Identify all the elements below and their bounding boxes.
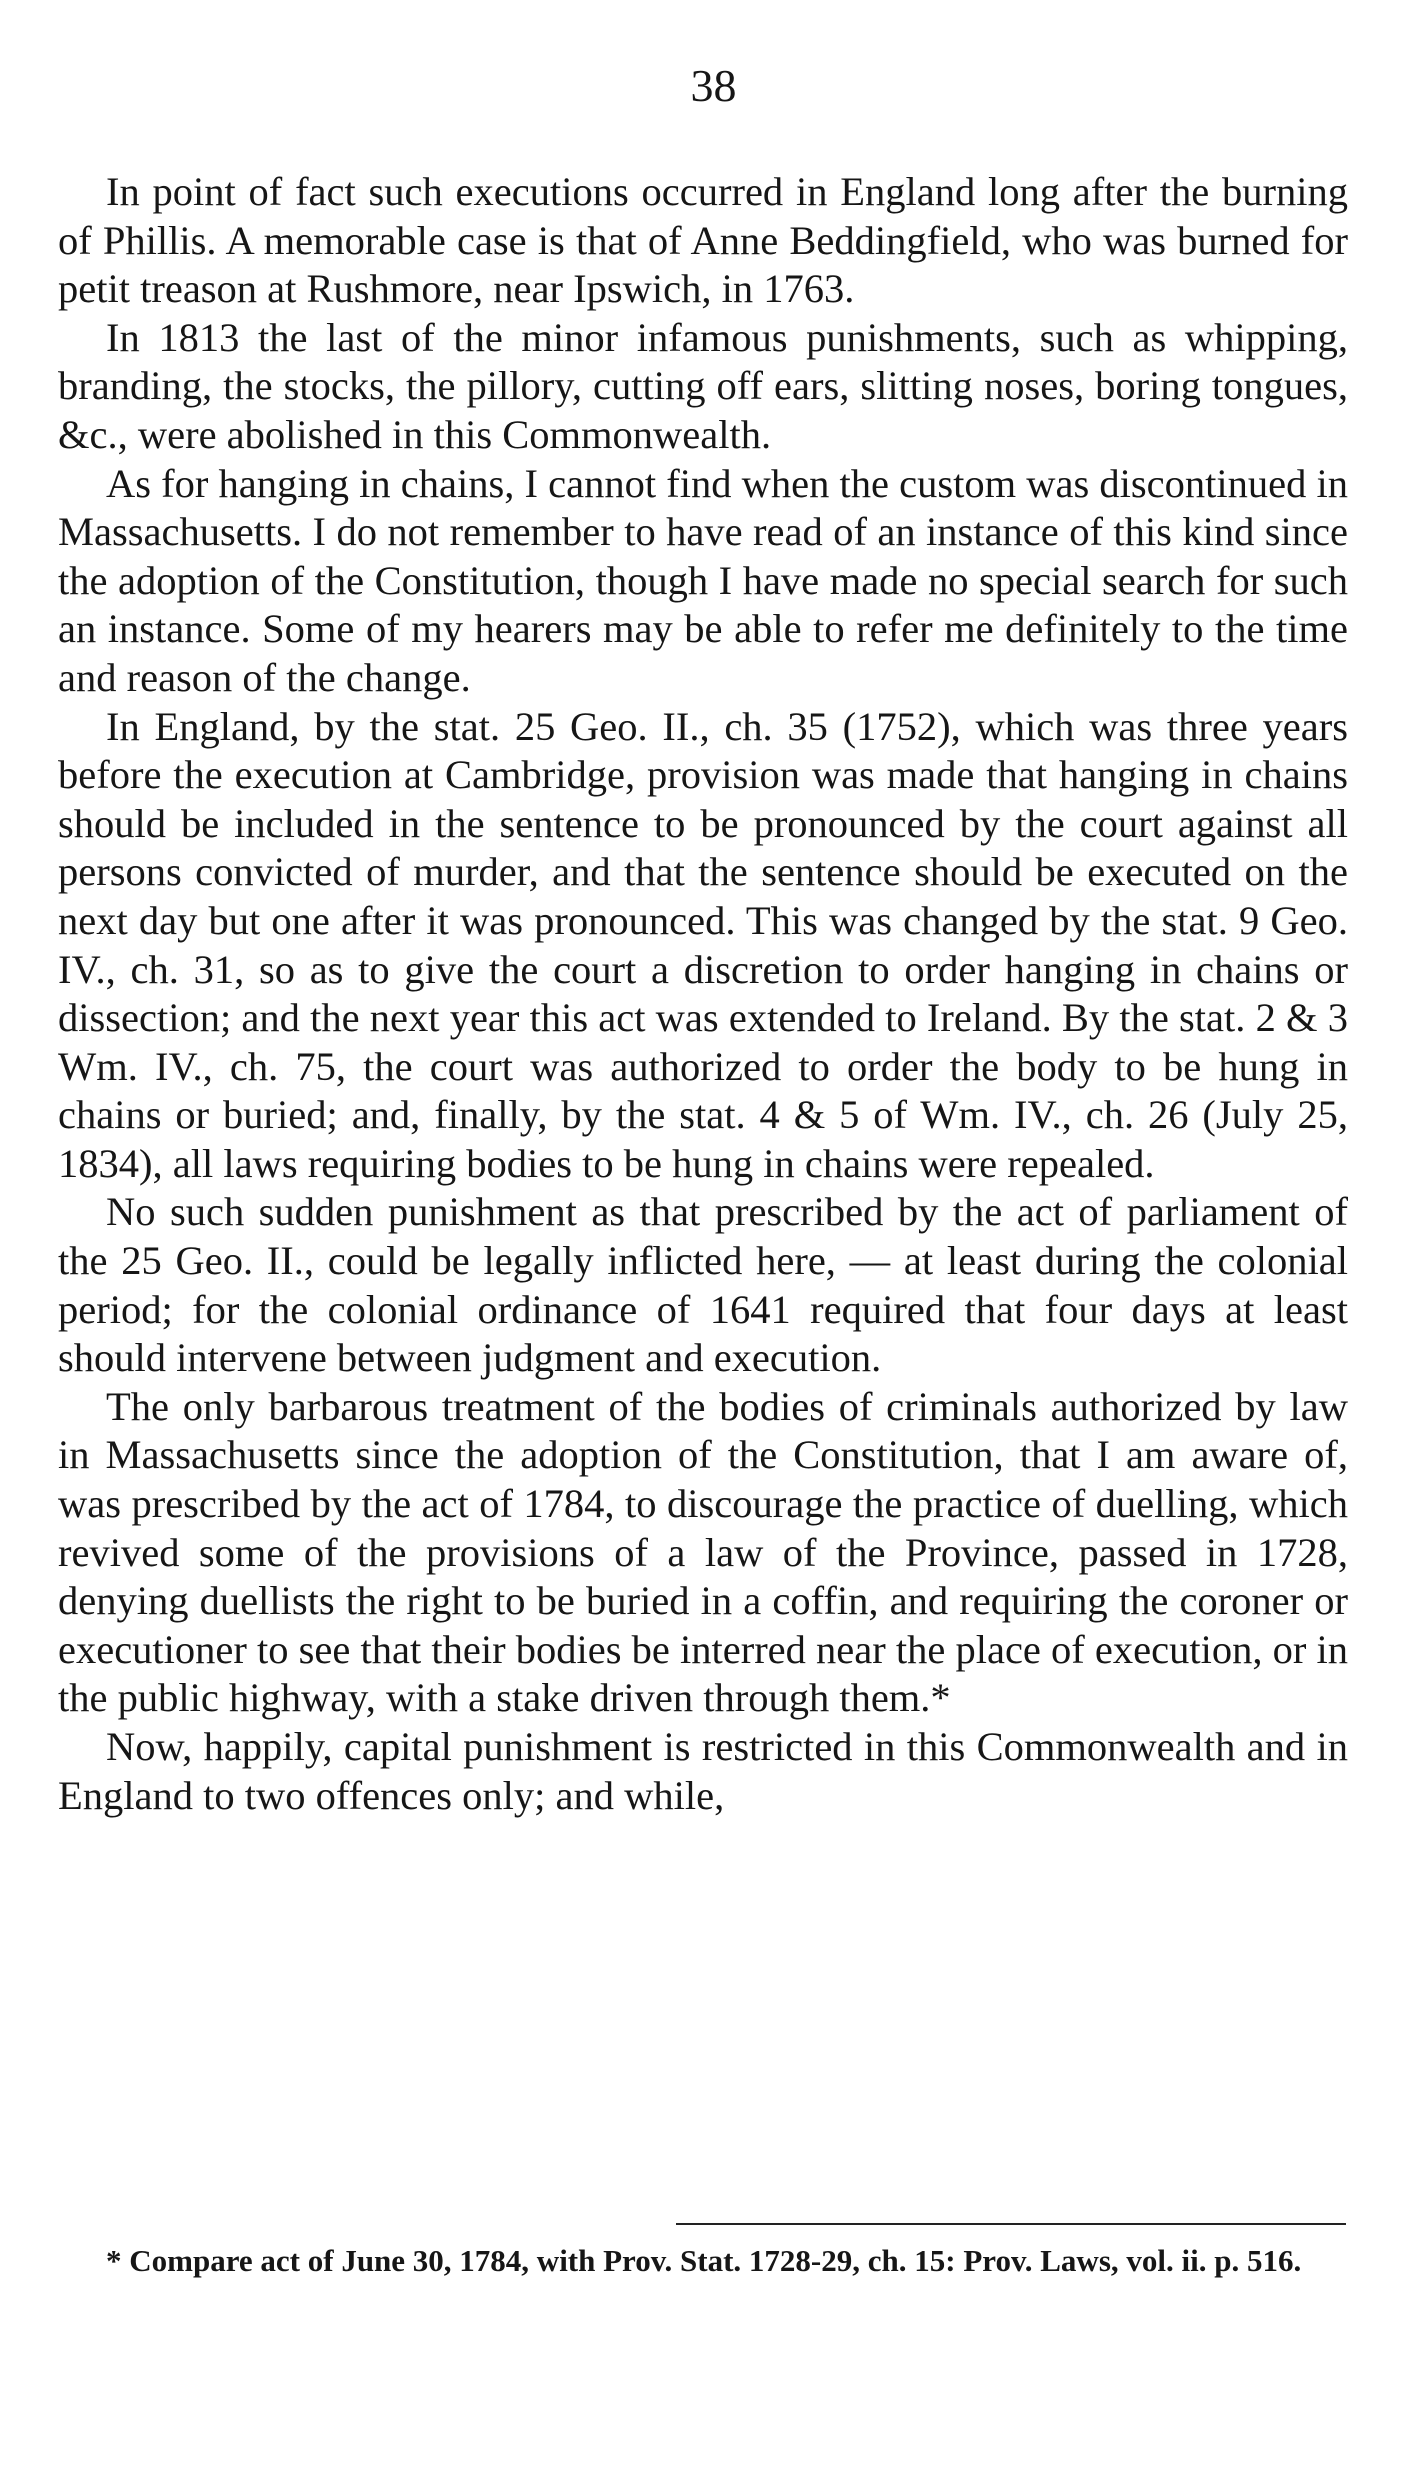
paragraph: No such sudden punishment as that prescribed by the act of parliament of the 25 Geo. II., could be legally inflicted here, — at least during the colonial period; for the colonial ordinance of 1641 required that four days at least should intervene between judgment and execution. (58, 1189, 1348, 1381)
footnote-text: * Compare act of June 30, 1784, with Prov. Stat. 1728-29, ch. 15: Prov. Laws, vol. ii. p. 516. (106, 2243, 1302, 2278)
paragraph: As for hanging in chains, I cannot find when the custom was discontinued in Massachusetts. I do not remember to have read of an instance of this kind since the adoption of the Constitution, though I have made no special search for such an instance. Some of my hearers may be able to refer me definitely to the time and reason of the change. (58, 460, 1348, 700)
paragraph: In 1813 the last of the minor infamous punishments, such as whipping, branding, the stocks, the pillory, cutting off ears, slitting noses, boring tongues, &c., were abolished in this Commonwealth. (58, 314, 1348, 457)
paragraph: In point of fact such executions occurred in England long after the burning of Phillis. A memorable case is that of Anne Beddingfield, who was burned for petit treason at Rushmore, near Ipswich, in 1763. (58, 169, 1348, 312)
body-text (58, 168, 1348, 1820)
paragraph: In England, by the stat. 25 Geo. II., ch. 35 (1752), which was three years before the execution at Cambridge, provision was made that hanging in chains should be included in the sentence to be pronounced by the court against all persons convicted of murder, and that the sentence should be executed on the next day but one after it was pronounced. This was changed by the stat. 9 Geo. IV., ch. 31, so as to give the court a discretion to order hanging in chains or dissection; and the next year this act was extended to Ireland. By the stat. 2 & 3 Wm. IV., ch. 75, the court was authorized to order the body to be hung in chains or buried; and, finally, by the stat. 4 & 5 of Wm. IV., ch. 26 (July 25, 1834), all laws requiring bodies to be hung in chains were repealed. (58, 703, 1348, 1186)
footnote-divider (676, 2223, 1346, 2225)
footnote (58, 2242, 1348, 2280)
page-number: 38 (690, 60, 737, 111)
paragraph: Now, happily, capital punishment is restricted in this Commonwealth and in England to two offences only; and while, (58, 1724, 1348, 1818)
paragraph: The only barbarous treatment of the bodies of criminals authorized by law in Massachusetts since the adoption of the Constitution, that I am aware of, was prescribed by the act of 1784, to discourage the practice of duelling, which revived some of the provisions of a law of the Province, passed in 1728, denying duellists the right to be buried in a coffin, and requiring the coroner or executioner to see that their bodies be interred near the place of execution, or in the public highway, with a stake driven through them.* (58, 1383, 1348, 1721)
